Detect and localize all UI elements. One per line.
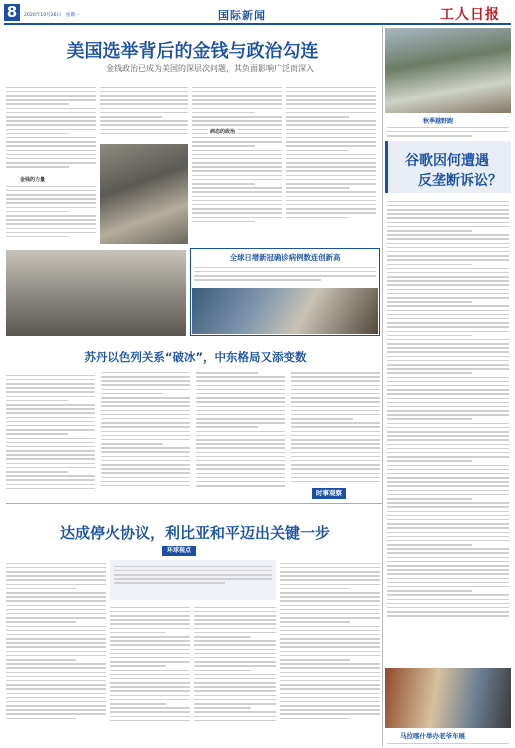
tiktok-article	[387, 198, 509, 666]
ceasefire-column-4	[280, 560, 380, 744]
autumn-caption-title: 秋季越野跑	[423, 118, 454, 125]
section-title: 国际新闻	[218, 9, 266, 22]
sudan-article	[6, 372, 380, 492]
lead-column-2	[100, 84, 188, 142]
marathon-photo	[385, 668, 511, 728]
marathon-caption-title: 马拉喀什举办老爷车展	[400, 732, 465, 740]
header-rule	[4, 23, 511, 25]
autumn-caption-text	[387, 124, 509, 138]
tiktok-title-line-2: 反垄断诉讼？	[418, 173, 502, 189]
lead-title: 美国选举背后的金钱与政治勾连	[66, 41, 319, 62]
lead-photo	[100, 144, 188, 244]
covid-text	[194, 264, 376, 286]
autumn-photo	[385, 28, 511, 113]
issue-date: 2020年10月26日 星期一	[24, 13, 80, 18]
sudan-title: 苏丹以色列关系“破冰”，中东格局又添变数	[84, 350, 307, 364]
right-column-divider	[382, 26, 383, 746]
marathon-caption-text	[387, 740, 509, 746]
covid-title: 全球日增新冠确诊病例数连创新高	[229, 253, 341, 262]
page-number: 8	[4, 4, 20, 21]
ceasefire-column-2	[110, 604, 190, 744]
street-photo	[6, 250, 186, 336]
divider	[6, 503, 382, 504]
ceasefire-column-3	[194, 604, 276, 744]
lead-subhead-2: 病态的政治	[210, 129, 236, 135]
lead-subhead-1: 金钱的力量	[20, 177, 46, 183]
ceasefire-title: 达成停火协议，利比亚和平迈出关键一步	[59, 524, 330, 542]
masthead-logo: 工人日报	[440, 7, 500, 23]
tiktok-title-line-1: 谷歌因何遭遇	[405, 153, 489, 169]
lead-column-3	[192, 84, 282, 244]
covid-photo	[192, 288, 378, 334]
ceasefire-tag: 环球视点	[162, 546, 196, 556]
sudan-tag: 时事观察	[312, 488, 346, 499]
lead-subtitle: 金钱政治已成为美国的深层次问题，其负面影响广泛而深入	[106, 64, 314, 73]
lead-column-1b	[6, 183, 96, 245]
ceasefire-column-1	[6, 560, 106, 744]
ceasefire-quote-box	[110, 560, 276, 600]
lead-column-1	[6, 84, 96, 176]
lead-column-4	[286, 84, 376, 244]
